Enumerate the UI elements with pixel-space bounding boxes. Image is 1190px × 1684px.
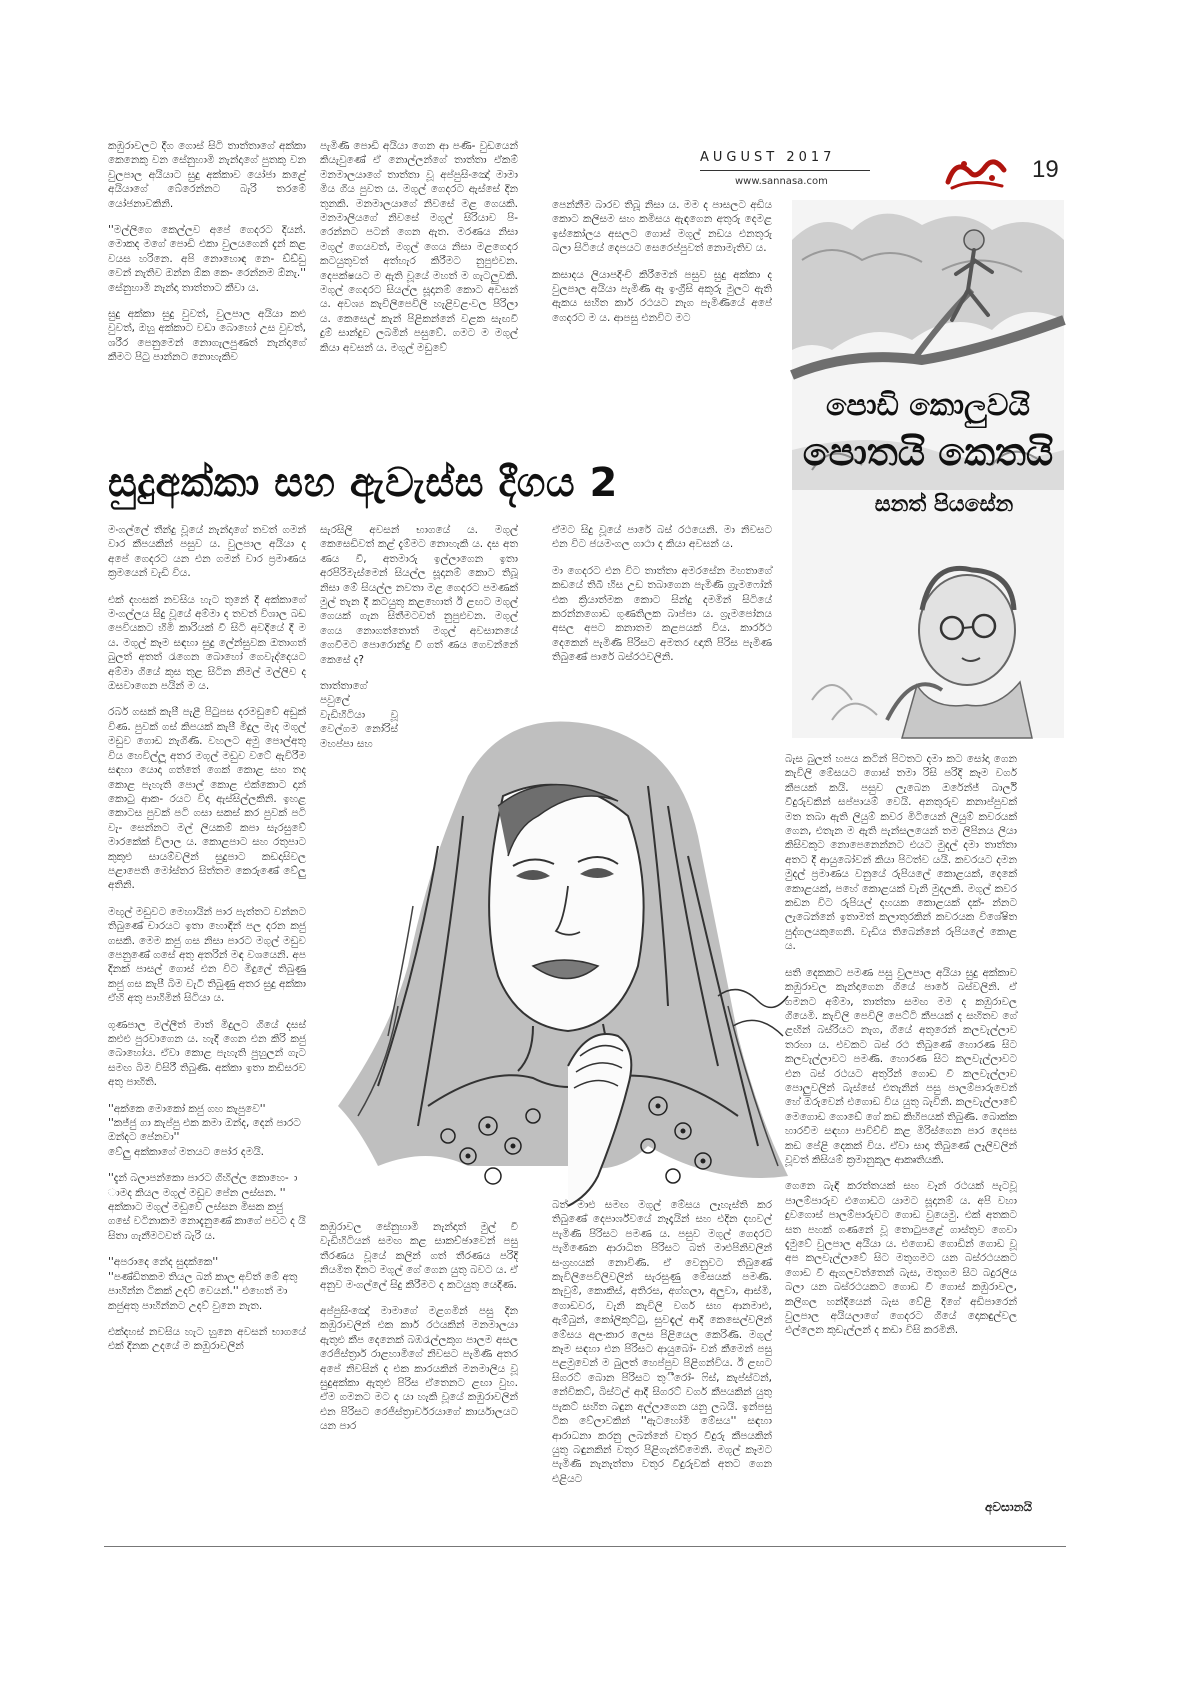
woman-portrait-illustration	[318, 706, 828, 1211]
banner-title-line2: පොතයි කෙතයි	[802, 430, 1054, 474]
dialogue: ''අක්කෙ මොකෝ කජු ගහ කැපුවෙ'' ''කජ්ජු ගා කැප්පු එක කමා ඔන්ද, දෙන් පාරට ඔන්දට පේනවා'' වේලු අක්කාගේ මතයට පෝර දමයි.	[108, 1102, 301, 1158]
website-url[interactable]: www.sannasa.com	[735, 176, 828, 187]
article-headline: සුදුඅක්කා සහ ඇවැස්ස දීගය 2	[108, 460, 618, 506]
article-end-note: අවසානයි	[985, 1500, 1032, 1514]
article-column-2-top	[320, 523, 522, 750]
paragraph: සුදු අක්කා සුදු වුවත්, වුලපාල අයියා කළු වුවත්, ඔහු අක්කාට වඩා බොහෝ උස වුවත්, ශරීර පෙනුමෙන් නොගැලපුණත් නැන්දාගේ කීමට පිටු පාන්නට නොහැකිව	[108, 308, 310, 364]
article-column-3-bottom	[552, 1198, 776, 1530]
paragraph: පැමිණි පොඩි අයියා ගෙන ආ පණි- වුඩයෙන් කියැවුණේ ඒ නොල්ලන්ගේ තාත්තා ඒකම් මනමාලයාගේ තාත්තා වූ අප්පුසිංඤෝ මාමා මිය ගිය පුවත ය. මගුල් ගෙදරට ඇස්සේ දින තුනකි. මනමාලයාගේ නිවසේ මළ ගෙයකි. මනමාලියගේ නිවසේ මගුල් සිරියාව පි- රෙන්නට පටන් ගෙන ඇත. මරණය නිසා මගුල් ගෙයවත්, මගුල් ගෙය නිසා මළගෙදර කටයුතුවත් අත්හැර කිරීමට නුපුළුවන. දෙපක්ෂයට ම ඇති වූයේ මහත් ම ගැටලුවකි. මගුල් ගෙදරට සියල්ල සූදානම් කොට අවසන් ය. අවශ්‍ය කැවිලිපෙවිලි හැළිවළංවල පිරිලා ය. කෙසෙල් කැන් පිළිකන්නේ වළක සැඟවී දුම් සාන්දුව ලබමින් පසුවේ. ගමට ම මගුල් කියා අවසන් ය. මගුල් මඩුවේ	[320, 140, 522, 354]
paragraph: ගුණපාල මල්ලීත් මාත් මිදුලට ගියේ දසස් කළුළු පුරවාගෙන ය. හැදී ගෙන එන කිරි කජු බොහෝය. ඒවා කොළ පැහැති පුහුලන් ගැට සමඟ බිම විසිරී තිබුණි. අක්කා ඉතා කඩිසරව අතු පාහිති.	[108, 1018, 310, 1089]
article-column-4	[785, 752, 1021, 1492]
dialogue: ''දැන් බලාපන්කො පාරට ගිහිල්ල කොහෙ- ාමද කියල මගුල් මඩුව පේන ලස්සන. '' අක්කාට මගුල් මඩුවේ ලස්සන මිසක කජු ගසේ වටිනාකම නොදැනුණේ කාගේ පවට ද යි සිතා ගැනීමටවත් බැරි ය.	[108, 1172, 310, 1242]
paragraph: සැරසිලි අවසන් භාගයේ ය. මගුල් කෙසෙඩිවත් කළ් දැම්මට නොහැකි ය. දස අත ණය වී, අතමාරු ඉල්ලාගෙන ඉතා අරපිරිමැස්මෙන් සියල්ල සූදානම් කොට තිබූ නිසා මේ සියල්ල නවතා මළ ගෙදරට පමණක් මුල් තැන දී කටයුතු කළහොත් ඊ ළඟට මගුල් ගෙයක් ගැන සිතීමටවත් නුපුළුවන. මගුල් ගෙය නොගත්තොත් මගුල් අවසානයේ ගෙවීමට පොරොන්දු වී ගත් ණය ගෙවන්නේ කෙසේ ද?	[320, 524, 522, 666]
paragraph: කඹුරාවලට දීග ගොස් සිටි තාත්තාගේ අක්කා කෙනෙකු වන සේනුහාමි නැන්දාගේ පුතකු වන වුලපාල අයියාට සුදු අක්කාව යෝජා කළේ අයියාගේ බේරෙන්නට බැරි තරමේ යෝජනාවකිනි.	[108, 140, 310, 210]
header-rule	[700, 170, 870, 171]
paragraph: මඟුල් මඩුවට මෙහායින් පාර පැත්තට වන්නට තිබුණේ චාරයට ඉතා හොඳින් පල දරන කජු ගසකි. මෙම කජු ගස නිසා පාරට මගුල් මඩුව පෙනුණේ ගසේ අතු අතරින් මඳ වශයෙනි. අප දිනක් පාසල් ගොස් එන විට මිදුලේ තිබුණු කජු ගස කැපී බිම වැටී තිබුණු අතර සුදු අක්කා ඒහි අතු පාහිමින් සිටියා ය.	[108, 905, 310, 1005]
woman-portrait-sketch-icon	[318, 706, 828, 1211]
paragraph: මා ගෙදරට එන විට තාත්තා අමරසේන මහතාගේ කඩයේ තිබී හිස උඩ තබාගෙන පැමිණි ග්‍රැමෆෝන් එක ක්‍රියාත්මක කොට සින්දු දමමින් සිටියේ කරන්නගොඩ ගුණතිලක බාප්පා ය. ග්‍රැමපෝනය අසල අපට කනාතම කළපයක් විය. කාර්රථ දෙකෙන් පැමිණි පිරිසට අමතර ඥාති පිරිස පැමිණ තිබුණේ පාරේ බස්රථවලිනි.	[552, 564, 776, 664]
article-column-1	[108, 523, 310, 1528]
paragraph: ''මල්ලිගෙ කෙල්ලව අපේ ගෙදරට දියන්. මොකද මගේ පොඩි එකා වුලයගෙන් දැන් කළ වයස හරිනෙ. අපි නොහොඳ නෙ- ඩ්ඩ්ඩු වෙන් නැතිව ඔන්න ඕක කෙ- රෙන්නම ඕනැ.'' සේනුහාමි නැන්දා තාත්තාට කීවා ය.	[108, 224, 310, 294]
paragraph: එක් දහසක් නවසිය හැට තුනේ දී අක්කාගේ මංගල්ලය සිදු වූයේ අම්මා ද තවත් විශාල බඩ පෙවියකට හිමි කාරියක් වී සිටි අවදියේ දී ම ය. මගුල් කෑම සඳහා සුදු ලේන්සුවක ඔතාගත් බුලත් අතත් රැගෙන බොහෝ ගෙවැද්දෙයට අම්මා ගියේ කුස තුළ සිටින නිමල් මල්ලිව ද ඔසවාගෙන පයින් ම ය.	[108, 593, 310, 693]
paragraph: එක්දහස් නවසිය හැට හුනෙ අවසන් භාගයේ එක් දිනක උදයේ ම කඹුරාවලින්	[108, 1325, 310, 1353]
footer-rule	[104, 1546, 1066, 1547]
article-column-top-2	[320, 139, 522, 439]
paragraph: ගෙනෙ බැඳි කරත්තයක් සහ වෑන් රථයක් පැටවූ පාලම්පාරුව එගොඩට යාමට සූදානම් ය. අපි වහා දුවගොස් පාලම්පාරුවට ගොඩ වුයෙමු. එක් අතකට සත පහක් ගණනේ වූ තොටුපළේ ගාස්තුව ගෙවා දැමුවේ වුලපාල අයියා ය. එගොඩ ගොඩින් ගොඩ වූ අප කලවැල්ලාවේ සිට මතුගමට යන බස්රථයකට ගොඩ වී ඇගලවත්තෙන් බැස, මතුගම සිට බදුරලිය බලා යන බස්රථයකට ගොඩ වී ගොස් කඹුරාවල, කලිගල හන්දියෙන් බැස වේළි දිගේ අඩිපාරෙන් වුලපාල අයියලාගේ ගෙදරට ගියේ දොකඳුල්වල එල්ලෙන කුඩැල්ලන් ද කඩා විසි කරමිනි.	[785, 1180, 1021, 1337]
sannasa-logo	[942, 152, 1012, 194]
paragraph: රබර් ගසක් කැපී පැළී පිටුපස දරමඩුවේ අඩුක් විණ. පුවක් ගස් කිපයක් කැපී මිදුල මැද මගුල් මඩුව ගොඩ නැගිණි. වහලට අමු පොල්අතු විය හෙවිල්ලූ අතර මගුල් මඩුව වටේ ඇවිරීම සඳහා යොදා ගත්තේ ගෙක් කොළ සහ තද කොළ පැහැති පොල් කොළ එක්කොට දාන් කොටු ආක- රයට විදා ඇස්සිල්ලකිනි. ඉහළ කොටස පුවක් පටි ගසා සකස් කර පුවක් පටි වැ- සෙන්නට මල් ලියකම් කපා සැරසුවේ මාරකේක් විලාල ය. කොළපාට සහ රතුපාට කුකුළු සායම්වලින් සුදුපාට කඩදාසිවල පළාපෙති මෝස්තර සිත්තම කෙරුණේ වේලු අතිනි.	[108, 706, 310, 892]
paragraph: කසාදය ලියාපදිංචි කිරීමෙන් පසුව සුදු අක්කා ද වුලපාල අයියා පැමිණි ඈ ඉංග්‍රීසි අකුරු මුලට ඇති ඇකය සහිත කාර් රථයට නැග පැමිණියේ අපේ ගෙදරට ම ය. ආපසු එනවිට මට	[552, 268, 776, 324]
paragraph: බත් මාළු සමඟ මගුල් මේසය ලෑහැස්ති කර තිබුණේ දෙපාර්ශ්වයේ නෑදෑයින් සහ එදින දහවල් පැමිණි පිරිසට පමණ ය. පසුව මගුල් ගෙදරට පැමිණෙන ආරාධිත පිරිසට බත් මාළුපිනිවලින් සංග්‍රහයක් නොවිණි. ඒ වෙනුවට තිබුණේ කැවිලිපෙවිලිවලින් සැරසුණු මේසයක් පමණි. කැවුම්, කොකිස්, අතිරස, අග්ගලා, අලුවා, ආස්මි, ගොඩවර, වැනි කැවිලි වර්ග සහ ආනමාළු, ඇම්බුන්, කෝලිකුට්ටු, සුවඳැල් ආදී කෙසෙල්වලින් මේසය අලංකාර ලෙස පිළියෙල කෙරිණි. මගුල් කෑම සඳහා එන පිරිසට ආයුබෝ- වන් කීමෙන් පසු පළමුවෙන් ම බුලත් හෙප්පුව පිළිගන්විය. ඊ ළඟට සිගරට් බොන පිරිසට තුී්රෝ- ෆිස්, කැප්ස්ටන්, නේවිකට්, බිස්ටල් ආදී සිගරට් වර්ග කීපයකින් යුතු පැකට් සහිත බඳුන අල්ලාගෙන යනු ලබයි. ඉන්පසු ටික වේලාවකින් ''ඇටහෝමි මේසය'' සඳහා ආරාධනා කරනු ලබන්නේ වතුර වීදුරු කීපයකින් යුතු බඳුනකින් වතුර පිළිගැන්වීමෙනි. මගුල් කෑමට පැමිණි නැනැත්තා වතුර වීදුරුවක් අතට ගෙන එළියට	[552, 1199, 776, 1485]
dialogue: ''අපරාදෙ නේද සුදක්කෙ'' ''පණ්ඩිතකම තියල බන් කාල අවිත් මේ අතු පාහින්න ටිකක් උදව් වෙයන්.'' එහෙත් මා කජුඅතු පාහින්නට උදව් වුනෙ නැත.	[108, 1256, 298, 1312]
paragraph: පෙන්නීම බාරව තිබූ නිසා ය. මම ද පාසලට අඩිය කොට කලිසම සහ කමිසය ඇඳගෙන අතුරු දෙමළ ඉස්කෝලය අසලට ගොස් මගුල් නඩය එනතුරු බලා සිටියේ දෙපයට සෙරෙප්පුවත් නොමැතිව ය.	[552, 199, 776, 255]
banner-author: සනත් පියසේන	[874, 492, 1014, 517]
page-number: 19	[1032, 156, 1059, 183]
paragraph: බැස බුලත් හපය කටින් පිටතට දමා කට සෝදා ගෙන කැවිලි මේසයට ගොස් තමා රිසි පරිදි කෑම වර්ග කීපයක් කයි. පසුව ලැබෙන ඔරේන්ජ් බාර්ලි වීදුරුවකින් සප්පායම් වෙයි. අනතුරුව කනාප්පුවක් මත තබා ඇති ලියුම් කවර මිටියෙන් ලියුම් කවරයක් ගෙන, එතැන ම ඇති පැන්සලයෙන් තම ලිපිනය ලියා කිසිවකුට නොපෙනෙන්නට එයට මුදල් දමා තාත්තා අතට දී ආයුබෝවන් කියා පිටත්ව යයි. කවරයට දමන මුදල් ප්‍රමාණය වනුයේ රුපියලේ කොළයක්, දෙකේ කොළයක්, පහේ කොළයක් වැනි මුදලකි. මගුල් කවර කඩන විට රුපියල් දහයක කොළයක් දක්- න්නට ලැබෙන්නේ ඉතාමත් කලාතුරකින් කවරයක විශේෂිත පුද්ගලයකුගෙනි. වැඩිය තිබෙන්නේ රුපියලේ කොළ ය.	[785, 753, 1021, 953]
issue-month: AUGUST 2017	[700, 150, 836, 165]
article-column-2-bottom	[320, 1220, 522, 1530]
banner-title-line1: පොඩි කොලුවයි	[826, 388, 1030, 423]
paragraph: සති දෙකකට පමණ පසු වුලපාල අයියා සුදු අක්කාව කඹුරාවල කැන්දාගෙන ගියේ පාරේ බස්වලිනි. ඒ ගමනට අම්මා, තාත්තා සමඟ මම ද කඹුරාවල ගියෙමි. කැවිලි පෙවිලි පෙට්ටි කීපයක් ද සහිතව ගේ ළඟින් බස්රියට නැග, ගියේ අතුරෙන් කලවැල්ලාව තරහා ය. එවකට බස් රථ තිබුණේ හොරණ සිට කලවැල්ලාවට පමණි. හොරණ සිට කලවැල්ලාවට එන බස් රථයට අතුරින් ගොඩ වී කලවැල්ලාව පොලුවලින් බැස්සේ එතැනින් පසු පාලම්පාරුවෙන් හේ ඔරුවෙන් එගොඩ විය යුතු බැවිනි. කලවැල්ලාවේ මෙගොඩ ගොඩේ ගේ කඩ කිහිපයක් තිබුණි. බොක්ක හාරවීම සඳහා පාවිච්චි කළ මිරිස්ගෙන පාර දෙපස කඩ පේළි දෙකක් විය. ඒවා සාදා තිබුණේ ලෑලිවලින් වූවත් කිසියම් ක්‍රමානුකූල ආකෘතියකි.	[785, 966, 1021, 1166]
article-column-top-3	[552, 198, 776, 438]
paragraph: තාත්තාගේ පවුලේ වැඩිහිටියා වූ වෙල්ගම නෝරිස් මහප්පා සහ	[320, 680, 402, 750]
paragraph: මංගල්ලේ තීන්දු වූයේ නැන්දාගේ තවත් ගමන් වාර කීපයකින් පසුව ය. වුලපාල අයියා ද අපේ ගෙදරට යන එන ගමන් වාර ප්‍රමාණය ක්‍රමයෙන් වැඩි විය.	[108, 524, 310, 580]
article-column-top-1	[108, 139, 310, 439]
paragraph: ඒමට සිදු වූයේ පාරේ බස් රථයෙනි. මා නිවසට එන විට ජයමංගල ගාථා ද කියා අවසන් ය.	[552, 524, 776, 551]
paragraph: කඹුරාවල සේනුහාමි නැන්දාත් මුල් වී වැඩිහිටියන් සමඟ කළ සාකච්ඡාවෙන් පසු තීරණය වූයේ කලින් ගත් තීරණය පරිදි නියමිත දිනට මගුල් ගේ ගෙන යුතු බවට ය. ඒ අනුව මංගල්ලේ සිදු කිරීමට ද කටයුතු යෙදිණ.	[320, 1221, 522, 1291]
paragraph: අප්පුසිංඤෝ මාමාගේ මළගමින් පසු දින කඹුරාවලින් එක කාර් රථයකින් මනමාලයා ඇතුළු කීප දෙනෙක් බඹරැල්ලකුග පාලම අසල රෙජිස්ත්‍රාර් රාළහාමිගේ නිවසට පැමිණි අතර අපේ නිවසින් ද එක කාරයකින් මනමාලිය වූ සුදුඅක්කා ඇතුළු පිරිස ඒතෙනට ළඟා වුහ. ඒම ගමනට මට ද යා හැකි වූයේ කඹුරාවලින් එන පිරිසට රෙජිස්ත්‍රාර්වරයාගේ කාර්යාලයට යන පාර	[320, 1305, 522, 1433]
